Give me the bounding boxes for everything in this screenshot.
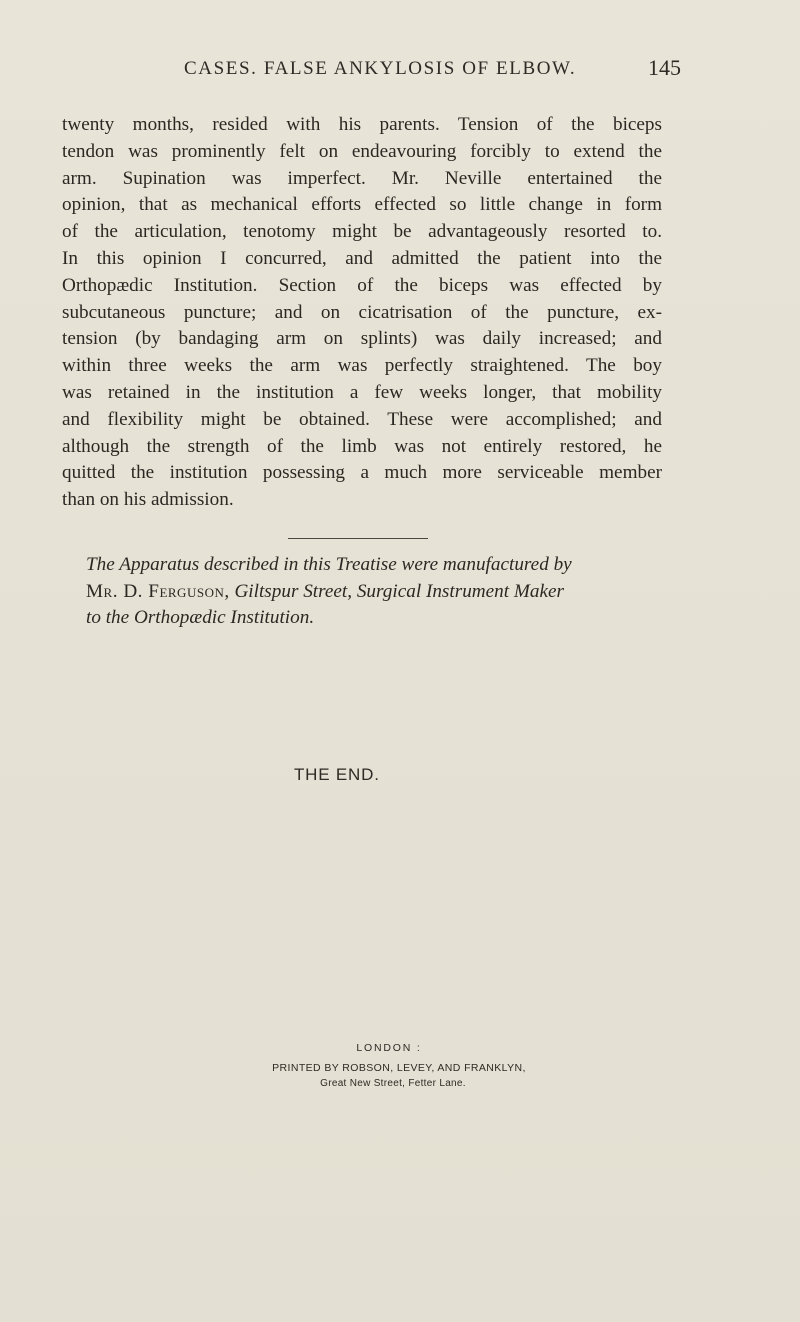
note-line: to the Orthopædic Institution. <box>86 607 315 628</box>
section-divider <box>288 538 428 539</box>
body-line: twenty months, resided with his parents. Tension of the biceps <box>62 114 662 135</box>
printer-imprint <box>200 1042 560 1089</box>
manufacturer-name: Mr. D. Ferguson, <box>86 580 230 602</box>
body-line: although the strength of the limb was not entirely restored, he <box>62 435 662 457</box>
body-line: opinion, that as mechanical efforts effected so little change in form <box>62 194 662 216</box>
body-line: quitted the institution possessing a much more serviceable member <box>62 462 662 484</box>
body-line: within three weeks the arm was perfectly straightened. The boy <box>62 355 662 377</box>
body-line: subcutaneous puncture; and on cicatrisation of the puncture, ex- <box>62 301 662 323</box>
body-line: and flexibility might be obtained. These were accomplished; and <box>62 408 662 430</box>
body-line: Orthopædic Institution. Section of the biceps was effected by <box>62 274 662 296</box>
note-line: The Apparatus described in this Treatise were manufactured by <box>86 554 572 575</box>
running-head: CASES. FALSE ANKYLOSIS OF ELBOW. <box>184 58 577 79</box>
the-end-heading: THE END. <box>294 765 380 784</box>
note-line <box>62 579 672 606</box>
body-line: of the articulation, tenotomy might be advantageously resorted to. <box>62 221 662 243</box>
body-line: than on his admission. <box>62 489 234 511</box>
body-line: was retained in the institution a few weeks longer, that mobility <box>62 381 662 403</box>
imprint-place: LONDON : <box>356 1042 422 1054</box>
body-paragraph <box>62 112 662 514</box>
body-line: arm. Supination was imperfect. Mr. Neville entertained the <box>62 167 662 189</box>
manufacturer-note <box>62 552 672 632</box>
imprint-printer: PRINTED BY ROBSON, LEVEY, AND FRANKLYN, <box>272 1062 526 1074</box>
body-line: tendon was prominently felt on endeavouring forcibly to extend the <box>62 140 662 162</box>
body-line: In this opinion I concurred, and admitted the patient into the <box>62 247 662 269</box>
imprint-address: Great New Street, Fetter Lane. <box>320 1078 466 1089</box>
body-line: tension (by bandaging arm on splints) was daily increased; and <box>62 328 662 350</box>
page-number: 145 <box>648 55 681 80</box>
note-line-rest: Giltspur Street, Surgical Instrument Maker <box>229 580 564 602</box>
